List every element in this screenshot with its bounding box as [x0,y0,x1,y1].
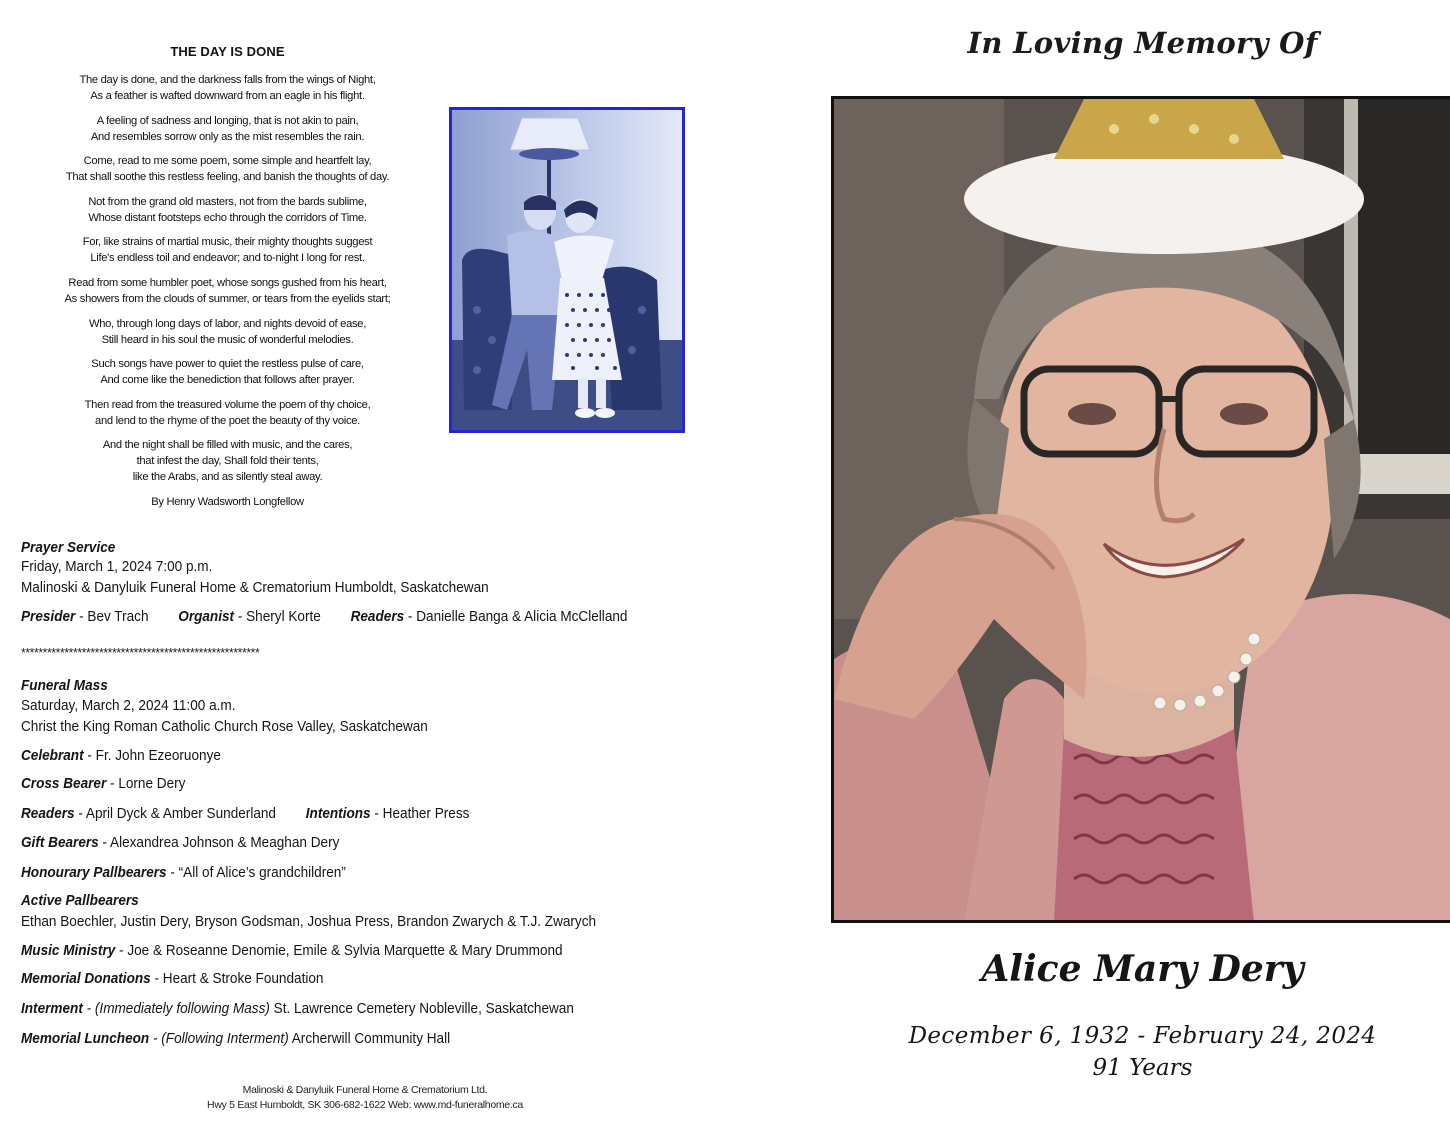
footer-line-2: Hwy 5 East Humboldt, SK 306-682-1622 Web: www.md-funeralhome.ca [207,1099,523,1111]
poem-line: A feeling of sadness and longing, that is not akin to pain, [96,114,359,127]
interment-label: Interment [21,1001,83,1017]
poem-line: And the night shall be filled with music, and the cares, [102,439,353,452]
poem-stanza [20,397,435,429]
poem-author: By Henry Wadsworth Longfellow [151,495,304,508]
poem-line: For, like strains of martial music, their mighty thoughts suggest [82,236,373,249]
prayer-service-date: Friday, March 1, 2024 7:00 p.m. [21,559,213,575]
organist-value: - Sheryl Korte [234,609,321,625]
life-dates: December 6, 1932 - February 24, 2024 [908,1023,1377,1049]
poem-line: Come, read to me some poem, some simple and heartfelt lay, [83,155,372,168]
deceased-name: Alice Mary Dery [981,948,1304,990]
memorial-donations-row [21,971,323,987]
poem-line: Life's endless toil and endeavor; and to-night I long for rest. [90,252,365,265]
presider-value: - Bev Trach [75,609,149,625]
luncheon-label: Memorial Luncheon [21,1031,150,1047]
honourary-label: Honourary Pallbearers [21,865,167,881]
luncheon-value: Archerwill Community Hall [288,1031,451,1047]
left-panel [0,0,720,1122]
poem-line: Then read from the treasured volume the poem of thy choice, [84,398,371,411]
celebrant-value: - Fr. John Ezeoruonye [83,748,221,764]
prayer-service-heading: Prayer Service [21,540,116,556]
honourary-value: - “All of Alice’s grandchildren” [166,865,346,881]
funeral-mass-date: Saturday, March 2, 2024 11:00 a.m. [21,698,236,714]
music-ministry-row [21,943,563,959]
poem-line: That shall soothe this restless feeling, and banish the thoughts of day. [65,171,390,184]
cross-bearer-label: Cross Bearer [21,776,107,792]
presider-label: Presider [21,609,76,625]
poem-line: Who, through long days of labor, and nights devoid of ease, [88,317,367,330]
music-value: - Joe & Roseanne Denomie, Emile & Sylvia Marquette & Mary Drummond [115,943,563,959]
celebrant-label: Celebrant [21,748,84,764]
footer-line-1: Malinoski & Danyluik Funeral Home & Crematorium Ltd. [242,1084,488,1096]
vintage-couple-illustration [452,110,682,430]
prayer-service-location: Malinoski & Danyluik Funeral Home & Crematorium Humboldt, Saskatchewan [21,580,489,596]
cross-bearer-value: - Lorne Dery [106,776,186,792]
prayer-readers-value: - Danielle Banga & Alicia McClelland [404,609,628,625]
poem-line: Read from some humbler poet, whose songs gushed from his heart, [68,276,387,289]
active-pallbearers-value: Ethan Boechler, Justin Dery, Bryson Godsman, Joshua Press, Brandon Zwarych & T.J. Zwarych [21,914,597,930]
music-label: Music Ministry [21,943,116,959]
age: 91 Years [1092,1055,1193,1081]
poem [20,72,435,510]
portrait-photo [831,96,1450,923]
poem-line: The day is done, and the darkness falls from the wings of Night, [79,74,376,86]
luncheon-note: - (Following Interment) [149,1031,289,1047]
poem-line: and lend to the rhyme of the poet the beauty of thy voice. [95,414,360,427]
donations-value: - Heart & Stroke Foundation [150,971,324,987]
portrait-illustration [834,99,1450,923]
poem-stanza [20,437,435,485]
poem-line: Not from the grand old masters, not from the bards sublime, [88,195,367,208]
prayer-service-officiants [21,609,627,625]
poem-line: And come like the benediction that follows after prayer. [100,374,355,387]
poem-stanza [20,194,435,226]
mass-readers-value: - April Dyck & Amber Sunderland [74,806,276,822]
prayer-readers-label: Readers [350,609,405,625]
donations-label: Memorial Donations [21,971,151,987]
poem-stanza [20,316,435,348]
funeral-mass-heading: Funeral Mass [21,678,108,694]
poem-stanza [20,234,435,266]
funeral-mass-location: Christ the King Roman Catholic Church Rose Valley, Saskatchewan [21,719,428,735]
memorial-heading: In Loving Memory Of [967,26,1318,60]
vintage-couple-photo [449,107,685,433]
interment-row [21,1001,574,1017]
interment-value: St. Lawrence Cemetery Nobleville, Saskatchewan [269,1001,574,1017]
poem-stanza [20,153,435,185]
cross-bearer-row [21,776,185,792]
poem-stanza [20,356,435,388]
poem-title: THE DAY IS DONE [170,44,285,59]
poem-line: As showers from the clouds of summer, or tears from the eyelids start; [64,292,391,305]
memorial-luncheon-row [21,1031,450,1047]
gift-bearers-label: Gift Bearers [21,835,99,851]
poem-line: like the Arabs, and as silently steal away. [132,471,323,484]
divider: ******************************************************* [21,645,260,660]
celebrant-row [21,748,221,764]
readers-intentions-row [21,806,469,822]
poem-stanza [20,72,435,104]
poem-stanza [20,275,435,307]
cover-panel [720,0,1450,1122]
organist-label: Organist [178,609,235,625]
gift-bearers-value: - Alexandrea Johnson & Meaghan Dery [98,835,340,851]
funeral-home-footer [150,1083,580,1113]
gift-bearers-row [21,835,339,851]
honourary-pallbearers-row [21,865,346,881]
poem-line: Still heard in his soul the music of wonderful melodies. [101,333,354,346]
poem-line: And resembles sorrow only as the mist resembles the rain. [90,130,365,143]
poem-line: As a feather is wafted downward from an eagle in his flight. [90,90,365,102]
intentions-label: Intentions [305,806,371,822]
intentions-value: - Heather Press [370,806,470,822]
interment-note: - (Immediately following Mass) [82,1001,270,1017]
poem-line: Such songs have power to quiet the restless pulse of care, [91,358,364,371]
mass-readers-label: Readers [21,806,75,822]
active-pallbearers-label: Active Pallbearers [21,893,139,909]
poem-stanza [20,113,435,145]
poem-line: that infest the day, Shall fold their tents, [136,455,319,468]
poem-line: Whose distant footsteps echo through the corridors of Time. [88,211,367,224]
